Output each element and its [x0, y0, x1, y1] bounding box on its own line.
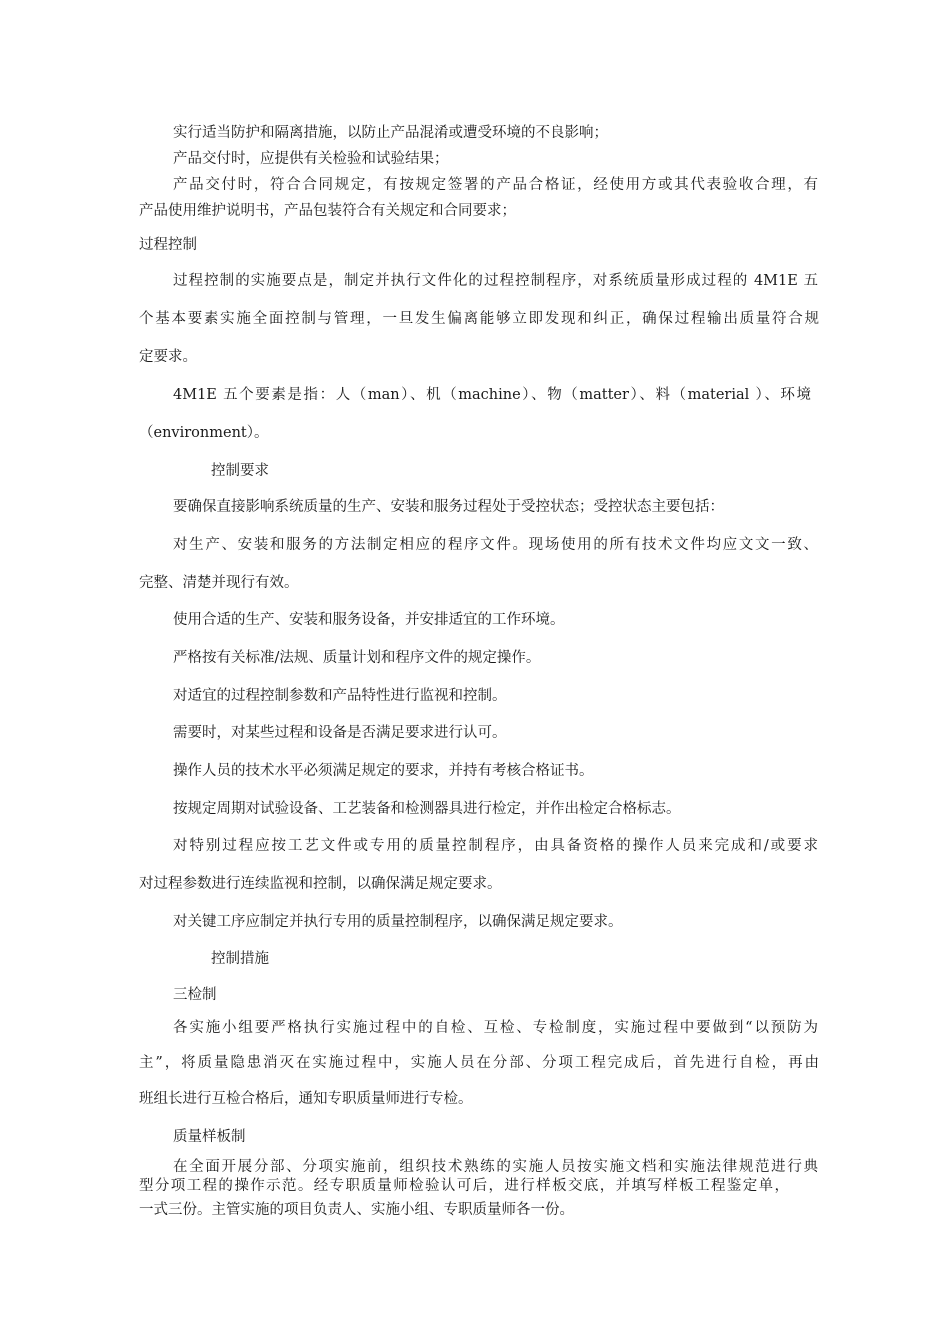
subsection-heading: 控制要求 — [211, 463, 269, 479]
text-line: 对关键工序应制定并执行专用的质量控制程序，以确保满足规定要求。 — [173, 914, 623, 930]
text-line: 过程控制的实施要点是，制定并执行文件化的过程控制程序，对系统质量形成过程的 4M1E 五 — [173, 273, 818, 289]
text-line: 产品交付时，符合合同规定，有按规定签署的产品合格证，经使用方或其代表验收合理，有 — [173, 177, 818, 193]
text-line: 主”，将质量隐患消灭在实施过程中，实施人员在分部、分项工程完成后，首先进行自检，再由 — [139, 1055, 819, 1071]
text-line: 需要时，对某些过程和设备是否满足要求进行认可。 — [173, 725, 507, 741]
subsection-heading: 三检制 — [173, 987, 217, 1003]
text-line: 按规定周期对试验设备、工艺装备和检测器具进行检定，并作出检定合格标志。 — [173, 801, 681, 817]
text-line: 定要求。 — [139, 349, 197, 365]
text-line: 一式三份。主管实施的项目负责人、实施小组、专职质量师各一份。 — [139, 1202, 574, 1218]
text-line: 要确保直接影响系统质量的生产、安装和服务过程处于受控状态；受控状态主要包括： — [173, 499, 724, 515]
section-heading: 过程控制 — [139, 237, 197, 253]
text-line: 对过程参数进行连续监视和控制，以确保满足规定要求。 — [139, 876, 502, 892]
subsection-heading: 控制措施 — [211, 951, 269, 967]
text-line: 对生产、安装和服务的方法制定相应的程序文件。现场使用的所有技术文件均应文文一致、 — [173, 537, 818, 553]
text-line: 产品使用维护说明书，产品包装符合有关规定和合同要求； — [139, 203, 516, 219]
text-line: 各实施小组要严格执行实施过程中的自检、互检、专检制度，实施过程中要做到“以预防为 — [173, 1020, 818, 1036]
subsection-heading: 质量样板制 — [173, 1129, 246, 1145]
text-line: 在全面开展分部、分项实施前，组织技术熟练的实施人员按实施文档和实施法律规范进行典 — [173, 1159, 818, 1175]
text-line: 完整、清楚并现行有效。 — [139, 575, 299, 591]
text-line: 个基本要素实施全面控制与管理，一旦发生偏离能够立即发现和纠正，确保过程输出质量符合规 — [139, 311, 819, 327]
text-line: 操作人员的技术水平必须满足规定的要求，并持有考核合格证书。 — [173, 763, 594, 779]
text-line: 使用合适的生产、安装和服务设备，并安排适宜的工作环境。 — [173, 612, 565, 628]
text-line: 对适宜的过程控制参数和产品特性进行监视和控制。 — [173, 688, 507, 704]
text-line: 产品交付时，应提供有关检验和试验结果； — [173, 151, 449, 167]
text-line: 4M1E 五个要素是指：人（man）、机（machine）、物（matter）、料（material ）、环境 — [173, 387, 811, 403]
text-line: （environment）。 — [139, 425, 269, 441]
text-line: 严格按有关标准/法规、质量计划和程序文件的规定操作。 — [173, 650, 541, 666]
text-line: 型分项工程的操作示范。经专职质量师检验认可后，进行样板交底，并填写样板工程鉴定单， — [139, 1178, 789, 1194]
text-line: 实行适当防护和隔离措施，以防止产品混淆或遭受环境的不良影响； — [173, 125, 608, 141]
text-line: 班组长进行互检合格后，通知专职质量师进行专检。 — [139, 1091, 473, 1107]
text-line: 对特别过程应按工艺文件或专用的质量控制程序，由具备资格的操作人员来完成和/或要求 — [173, 838, 818, 854]
